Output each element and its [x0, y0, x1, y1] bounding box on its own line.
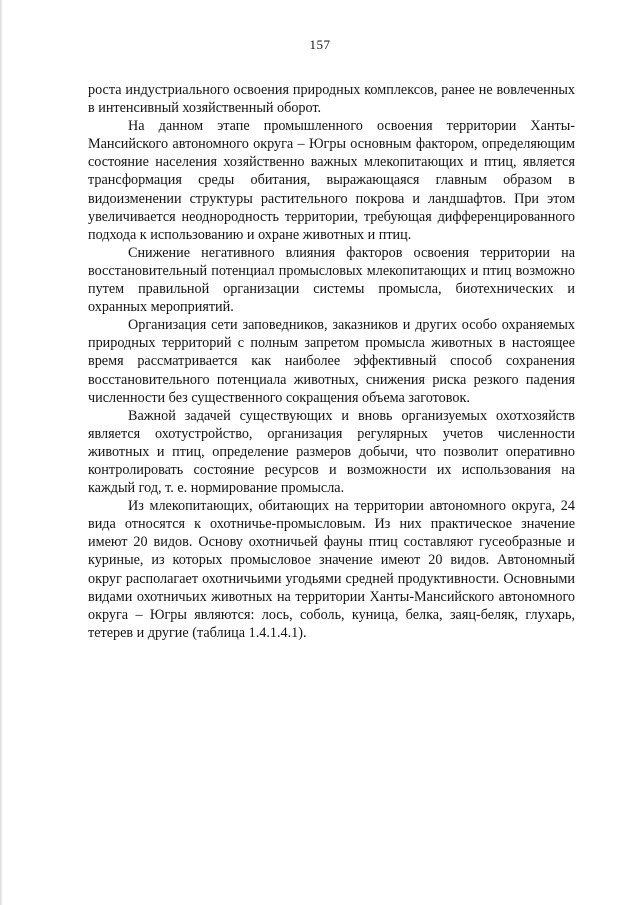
paragraph-industrial-development: На данном этапе промышленного освоения территории Ханты-Мансийского автономного округа – Югры основным фактором, определяющим состояние населения хозяйственно важных млекопитающих и птиц, является трансформация среды обитания, выражающаяся главным образом в видоизменении структуры растительного покрова и ландшафтов. При этом увеличивается неоднородность территории, требующая дифференцированного подхода к использованию и охране животных и птиц.	[88, 118, 575, 243]
paragraph-protected-areas: Организация сети заповедников, заказников и других особо охраняемых природных территорий с полным запретом промысла животных в настоящее время рассматривается как наиболее эффективный способ сохранения восстановительного потенциала животных, снижения риска резкого падения численности без существенного сокращения объема заготовок.	[88, 317, 575, 406]
paragraph-hunting-management: Важной задачей существующих и вновь организуемых охотхозяйств является охотустройство, организация регулярных учетов численности животных и птиц, определение размеров добычи, что позволит оперативно контролировать состояние ресурсов и возможности их использования на каждый год, т. е. нормирование промысла.	[88, 407, 575, 497]
page-number: 157	[309, 37, 331, 52]
paragraph-negative-impact: Снижение негативного влияния факторов освоения территории на восстановительный потенциал промысловых млекопитающих и птиц возможно путем правильной организации системы промысла, биотехнических и охранных мероприятий.	[88, 244, 575, 316]
body-text	[88, 81, 575, 642]
paragraph-game-species: Из млекопитающих, обитающих на территории автономного округа, 24 вида относятся к охотничье-промысловым. Из них практическое значение имеют 20 видов. Основу охотничьей фауны птиц составляют гусеобразные и куриные, из которых промысловое значение имеют 20 видов. Автономный округ располагает охотничьими угодьями средней продуктивности. Основными видами охотничьих животных на территории Ханты-Мансийского автономного округа – Югры являются: лось, соболь, куница, белка, заяц-беляк, глухарь, тетерев и другие (таблица 1.4.1.4.1).	[88, 498, 575, 641]
paragraph-continuation: роста индустриального освоения природных комплексов, ранее не вовлеченных в интенсивный хозяйственный оборот.	[88, 82, 575, 117]
